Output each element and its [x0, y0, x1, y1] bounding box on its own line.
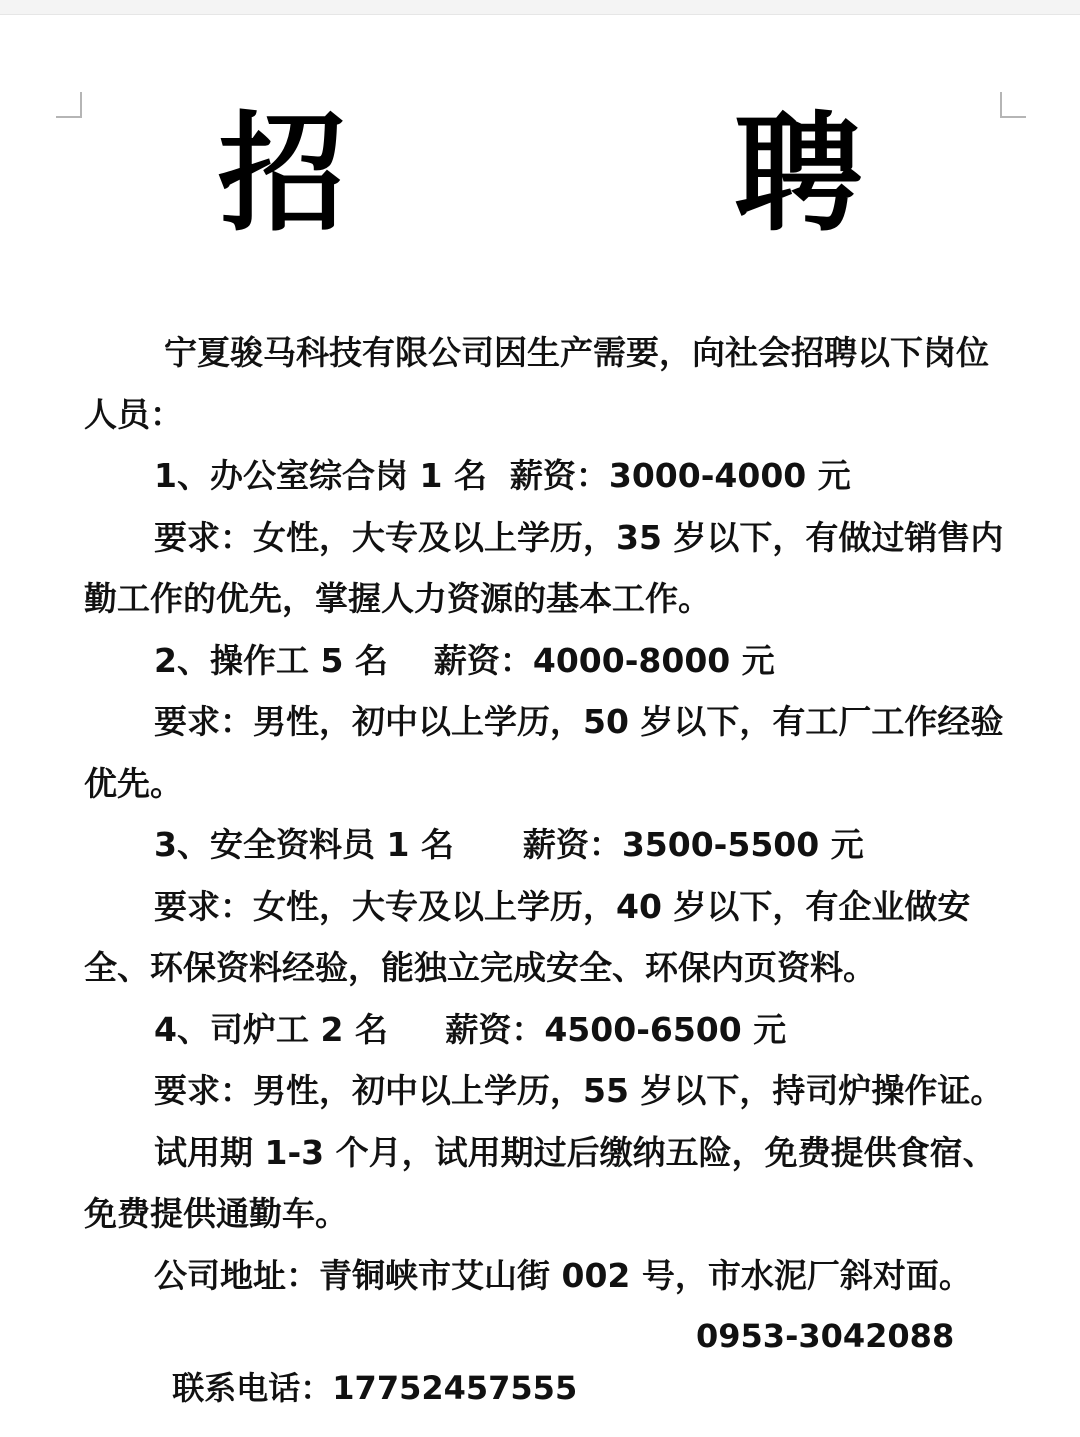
position-requirement: 要求：男性，初中以上学历，55 岁以下，持司炉操作证。 — [154, 1071, 1004, 1110]
position-requirement: 要求：男性，初中以上学历，50 岁以下，有工厂工作经验优先。 — [84, 702, 1004, 803]
contact-line — [150, 1310, 955, 1437]
address-paragraph: 公司地址：青铜峡市艾山街 002 号，市水泥厂斜对面。 — [154, 1255, 972, 1295]
position-heading: 2、操作工 5 名 薪资：4000-8000 元 — [154, 640, 775, 680]
position-heading: 4、司炉工 2 名 薪资：4500-6500 元 — [154, 1009, 787, 1049]
position-heading: 3、安全资料员 1 名 薪资：3500-5500 元 — [154, 825, 864, 864]
contact-phone-primary: 联系电话：17752457555 — [172, 1369, 578, 1407]
position-requirement: 要求：女性，大专及以上学历，35 岁以下，有做过销售内勤工作的优先，掌握人力资源的基本工作。 — [84, 517, 1004, 618]
document-body — [84, 322, 1014, 1306]
page-title: 招 聘 — [217, 100, 992, 249]
intro-paragraph: 宁夏骏马科技有限公司因生产需要，向社会招聘以下岗位人员： — [84, 333, 989, 434]
position-requirement: 要求：女性，大专及以上学历，40 岁以下，有企业做安全、环保资料经验，能独立完成安全、环保内页资料。 — [84, 886, 971, 987]
top-strip — [0, 0, 1080, 15]
probation-paragraph: 试用期 1-3 个月，试用期过后缴纳五险，免费提供食宿、免费提供通勤车。 — [84, 1132, 996, 1233]
contact-phone-secondary: 0953-3042088 — [696, 1317, 955, 1355]
position-heading: 1、办公室综合岗 1 名 薪资：3000-4000 元 — [154, 456, 851, 495]
